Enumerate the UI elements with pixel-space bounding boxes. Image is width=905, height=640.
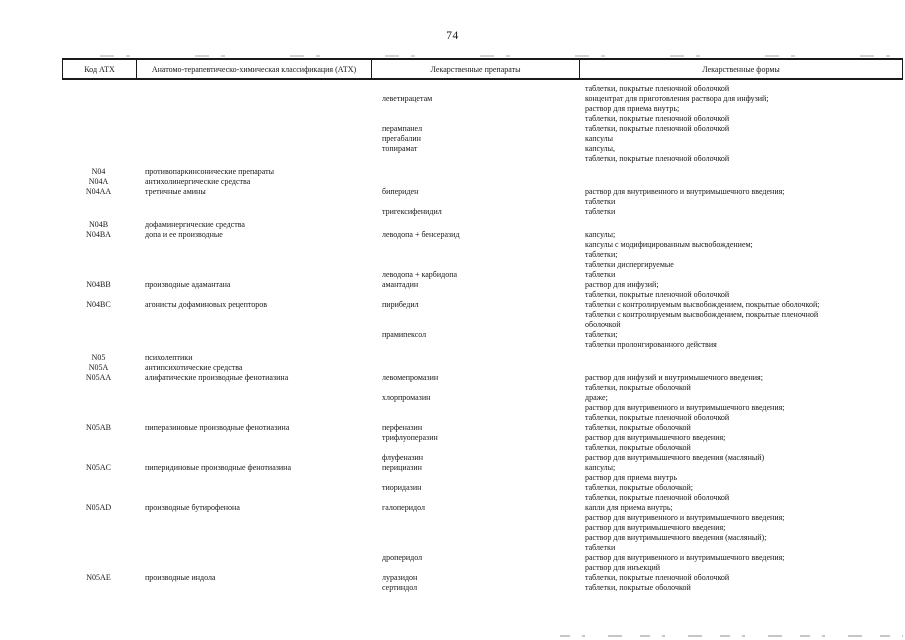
classification-cell: третичные амины [145,187,206,196]
classification-cell: допа и ее производные [145,230,223,239]
atx-code-cell [62,433,135,453]
dosage-forms-cell [578,483,903,503]
table-row [62,553,903,573]
classification-cell [135,483,370,503]
dosage-form-line: раствор для внутримышечного введения; [585,433,726,442]
dosage-forms-cell [578,94,903,124]
atx-code-cell [62,483,135,503]
dosage-forms-cell [578,373,903,393]
classification-cell [135,270,370,280]
drug-name-cell: сертиндол [382,583,418,592]
dosage-forms-cell [578,144,903,164]
dosage-form-line: капли для приема внутрь; [585,503,673,512]
atx-code-cell: N05AA [85,373,112,382]
atx-code-cell [62,134,135,144]
dosage-forms-cell [578,353,903,363]
classification-cell: производные индола [145,573,216,582]
dosage-form-line: раствор для инфузий; [585,280,659,289]
dosage-forms-cell [578,573,903,583]
dosage-form-line: таблетки; [585,330,618,339]
atx-code-cell: N04A [88,177,109,186]
dosage-form-line: таблетки, покрытые оболочкой [585,423,691,432]
page-number: 74 [446,30,459,42]
drug-name-cell: флуфеназин [382,453,424,462]
dosage-forms-cell [578,503,903,553]
table-row [62,94,903,124]
dosage-forms-cell [578,167,903,177]
dosage-form-line: таблетки, покрытые пленочной оболочкой [585,154,730,163]
table-row [62,373,903,393]
atx-code-cell: N04AA [85,187,112,196]
dosage-form-line: концентрат для приготовления раствора для инфузий; [585,94,769,103]
classification-cell: производные адамантана [145,280,231,289]
dosage-form-line: капсулы [585,134,613,143]
drug-name-cell: галоперидол [382,503,425,512]
classification-cell [135,124,370,134]
atx-code-cell [62,553,135,573]
drug-name-cell: дроперидол [382,553,423,562]
dosage-forms-cell [578,134,903,144]
table-row [62,167,903,177]
atx-code-cell: N04 [91,167,106,176]
table-row [62,270,903,280]
dosage-form-line: таблетки, покрытые пленочной оболочкой [585,493,730,502]
dosage-form-line: раствор для внутривенного и внутримышечного введения; [585,553,785,562]
atx-code-cell [62,393,135,423]
dosage-forms-cell [578,207,903,217]
atx-code-cell: N04BC [86,300,111,309]
table-row [62,573,903,583]
dosage-form-line: капсулы; [585,463,616,472]
table-header-row [62,58,903,80]
dosage-form-line: таблетки [585,270,616,279]
drug-name-cell: амантадин [382,280,419,289]
classification-cell [135,144,370,164]
atx-code-cell: N04BA [86,230,111,239]
drug-name-cell [370,353,578,363]
dosage-form-line: таблетки, покрытые пленочной оболочкой [585,124,730,133]
dosage-form-line: таблетки [585,543,616,552]
classification-cell: агонисты дофаминовых рецепторов [145,300,268,309]
drug-name-cell [370,220,578,230]
drug-name-cell: бипериден [382,187,419,196]
dosage-form-line: таблетки, покрытые оболочкой; [585,483,693,492]
dosage-form-line: таблетки [585,207,616,216]
table-row [62,187,903,207]
drug-name-cell [370,84,578,94]
dosage-form-line: раствор для внутримышечного введения (масляный) [585,453,765,462]
dosage-form-line: раствор для инфузий и внутримышечного введения; [585,373,763,382]
dosage-form-line: драже; [585,393,608,402]
table-row [62,363,903,373]
table-body [62,80,903,593]
table-row [62,433,903,453]
dosage-form-line: таблетки, покрытые пленочной оболочкой [585,413,730,422]
classification-cell [135,453,370,463]
atx-code-cell: N04BB [86,280,111,289]
dosage-form-line: раствор для внутримышечного введения (масляный); [585,533,767,542]
dosage-forms-cell [578,124,903,134]
atx-code-cell [62,124,135,134]
dosage-forms-cell [578,453,903,463]
table-row [62,207,903,217]
classification-cell [135,94,370,124]
dosage-form-line: раствор для приема внутрь; [585,104,680,113]
table-row [62,144,903,164]
table-row [62,134,903,144]
atx-code-cell: N05AC [86,463,111,472]
atx-code-cell [62,270,135,280]
dosage-forms-cell [578,300,903,330]
dosage-forms-cell [578,84,903,94]
dosage-form-line: таблетки, покрытые оболочкой [585,443,691,452]
classification-cell: психолептики [145,353,193,362]
dosage-forms-cell [578,280,903,300]
dosage-form-line: таблетки с контролируемым высвобождением, покрытые оболочкой; [585,300,820,309]
table-row [62,453,903,463]
dosage-form-line: раствор для внутривенного и внутримышечного введения; [585,187,785,196]
scan-artifact-top [100,55,890,57]
atx-code-cell [62,207,135,217]
atx-classification-table [62,58,903,593]
table-row [62,463,903,483]
dosage-forms-cell [578,393,903,423]
classification-cell: пиперазиновые производные фенотиазина [145,423,290,432]
classification-cell: производные бутирофенона [145,503,240,512]
atx-code-cell: N05A [88,363,109,372]
dosage-form-line: раствор для инъекций [585,563,661,572]
table-row [62,220,903,230]
drug-name-cell: леводопа + карбидопа [382,270,458,279]
classification-cell [135,84,370,94]
table-row [62,583,903,593]
dosage-forms-cell [578,220,903,230]
dosage-forms-cell [578,423,903,433]
dosage-form-line: таблетки диспергируемые [585,260,674,269]
dosage-form-line: капсулы; [585,230,616,239]
dosage-forms-cell [578,583,903,593]
atx-code-cell: N05 [91,353,106,362]
drug-name-cell [370,167,578,177]
classification-cell [135,393,370,423]
dosage-form-line: таблетки, покрытые оболочкой [585,383,691,392]
dosage-form-line: раствор для внутривенного и внутримышечного введения; [585,513,785,522]
dosage-form-line: раствор для приема внутрь [585,473,678,482]
drug-name-cell: перфеназин [382,423,423,432]
classification-cell: пиперидиновые производные фенотиазина [145,463,292,472]
classification-cell [135,207,370,217]
column-header-classification: Анатомо-терапевтическо-химическая классификация (АТХ) [136,60,371,78]
classification-cell: алифатические производные фенотиазина [145,373,289,382]
drug-name-cell: хлорпромазин [382,393,431,402]
classification-cell [135,583,370,593]
drug-name-cell: прегабалин [382,134,421,143]
dosage-form-line: раствор для внутримышечного введения; [585,523,726,532]
drug-name-cell: леводопа + бенсеразид [382,230,460,239]
drug-name-cell: тригексифенидил [382,207,442,216]
classification-cell [135,134,370,144]
dosage-forms-cell [578,177,903,187]
column-header-atx-code: Код АТХ [84,64,115,74]
drug-name-cell [370,177,578,187]
drug-name-cell: левомепромазин [382,373,439,382]
scan-artifact-bottom [560,635,903,637]
table-row [62,483,903,503]
dosage-form-line: таблетки, покрытые пленочной оболочкой [585,290,730,299]
table-row [62,230,903,270]
dosage-form-line: таблетки с контролируемым высвобождением, покрытые пленочной [585,310,819,319]
dosage-form-line: оболочкой [585,320,621,329]
drug-name-cell: луразидон [382,573,418,582]
atx-code-cell [62,94,135,124]
dosage-forms-cell [578,187,903,207]
dosage-forms-cell [578,463,903,483]
dosage-forms-cell [578,270,903,280]
table-row [62,280,903,300]
atx-code-cell: N05AE [86,573,111,582]
drug-name-cell: перициазин [382,463,422,472]
atx-code-cell [62,583,135,593]
drug-name-cell: перампанел [382,124,423,133]
dosage-forms-cell [578,553,903,573]
dosage-form-line: таблетки, покрытые пленочной оболочкой [585,84,730,93]
table-row [62,177,903,187]
atx-code-cell: N05AB [86,423,111,432]
dosage-form-line: таблетки, покрытые оболочкой [585,583,691,592]
classification-cell [135,330,370,350]
drug-name-cell: топирамат [382,144,418,153]
drug-name-cell: прамипексол [382,330,427,339]
table-row [62,300,903,330]
table-row [62,330,903,350]
drug-name-cell: тиоридазин [382,483,422,492]
classification-cell: противопаркинсонические препараты [145,167,274,176]
dosage-form-line: таблетки [585,197,616,206]
table-row [62,353,903,363]
dosage-form-line: таблетки, покрытые пленочной оболочкой [585,114,730,123]
column-header-drugs: Лекарственные препараты [371,60,579,78]
table-row [62,503,903,553]
classification-cell: дофаминергические средства [145,220,245,229]
dosage-forms-cell [578,230,903,270]
table-row [62,393,903,423]
classification-cell [135,433,370,453]
dosage-form-line: раствор для внутривенного и внутримышечного введения; [585,403,785,412]
dosage-forms-cell [578,330,903,350]
atx-code-cell: N05AD [85,503,112,512]
drug-name-cell: леветирацетам [382,94,433,103]
dosage-form-line: капсулы, [585,144,615,153]
atx-code-cell: N04B [88,220,109,229]
dosage-form-line: капсулы с модифицированным высвобождением; [585,240,753,249]
table-row [62,423,903,433]
table-row [62,124,903,134]
atx-code-cell [62,84,135,94]
column-header-dosage-forms: Лекарственные формы [579,60,902,78]
drug-name-cell [370,363,578,373]
table-row [62,84,903,94]
atx-code-cell [62,330,135,350]
dosage-form-line: таблетки, покрытые пленочной оболочкой [585,573,730,582]
atx-code-cell [62,453,135,463]
dosage-forms-cell [578,363,903,373]
classification-cell: антипсихотические средства [145,363,243,372]
dosage-form-line: таблетки пролонгированного действия [585,340,717,349]
drug-name-cell: трифлуоперазин [382,433,438,442]
atx-code-cell [62,144,135,164]
drug-name-cell: пирибедил [382,300,419,309]
dosage-form-line: таблетки; [585,250,618,259]
dosage-forms-cell [578,433,903,453]
classification-cell: антихолинергические средства [145,177,251,186]
classification-cell [135,553,370,573]
